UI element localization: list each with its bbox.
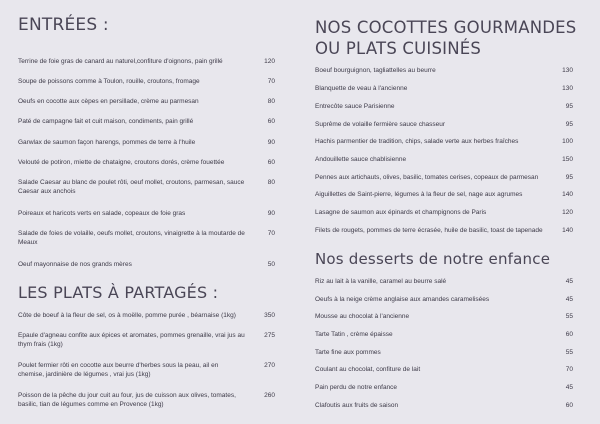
- menu-item: [18, 311, 275, 320]
- item-price: 95: [565, 103, 573, 110]
- item-name: Tarte fine aux pommes: [315, 349, 381, 356]
- item-price: 60: [565, 331, 573, 338]
- menu-item: [315, 102, 573, 111]
- item-price: 80: [267, 98, 275, 105]
- menu-item: [18, 361, 275, 379]
- item-price: 95: [565, 174, 573, 181]
- menu-item: [18, 391, 275, 409]
- item-name: Pennes aux artichauts, olives, basilic, tomates cerises, copeaux de parmesan: [315, 174, 539, 181]
- item-price: 60: [267, 159, 275, 166]
- menu-item: [315, 383, 573, 392]
- item-name: Suprême de volaille fermière sauce chasseur: [315, 121, 446, 128]
- item-name: Lasagne de saumon aux épinards et champignons de Paris: [315, 209, 487, 216]
- item-name: Salade Caesar au blanc de poulet rôti, oeuf mollet, croutons, parmesan, sauce Caesar aux anchois: [18, 179, 245, 195]
- menu-item: [18, 260, 275, 269]
- menu-item: [18, 331, 275, 349]
- cocottes-heading: [315, 17, 576, 59]
- item-price: 140: [562, 191, 573, 198]
- item-name: Oeufs à la neige crème anglaise aux amandes caramelisées: [315, 296, 490, 303]
- menu-item: [315, 208, 573, 217]
- menu-item: [315, 348, 573, 357]
- item-name: Coulant au chocolat, confiture de lait: [315, 366, 421, 373]
- menu-item: [18, 57, 275, 66]
- cocottes-heading-line2: OU PLATS CUISINÉS: [315, 39, 482, 58]
- item-name: Andouillette sauce chablisienne: [315, 156, 407, 163]
- item-name: Paté de campagne fait et cuit maison, condiments, pain grillé: [18, 118, 194, 125]
- item-price: 150: [562, 156, 573, 163]
- item-name: Mousse au chocolat à l'ancienne: [315, 313, 410, 320]
- menu-item: [315, 226, 573, 235]
- menu-item: [315, 84, 573, 93]
- item-name: Clafoutis aux fruits de saison: [315, 402, 399, 409]
- item-name: Epaule d'agneau confite aux épices et aromates, pommes grenaille, vrai jus au thym frais (1kg): [18, 332, 245, 348]
- cocottes-heading-line1: NOS COCOTTES GOURMANDES: [315, 18, 577, 37]
- menu-item: [315, 173, 573, 182]
- item-price: 140: [562, 227, 573, 234]
- menu-item: [315, 190, 573, 199]
- item-price: 50: [267, 261, 275, 268]
- menu-item: [18, 209, 275, 218]
- item-name: Boeuf bourguignon, tagliattelles au beurre: [315, 67, 436, 74]
- menu-item: [315, 155, 573, 164]
- item-name: Entrecôte sauce Parisienne: [315, 103, 395, 110]
- item-price: 130: [562, 67, 573, 74]
- item-name: Poisson de la pêche du jour cuit au four, jus de cuisson aux olives, tomates, basilic, tian de légumes comme en Provence (1kg): [18, 392, 236, 408]
- item-price: 90: [267, 139, 275, 146]
- menu-item: [315, 137, 573, 146]
- item-price: 95: [565, 121, 573, 128]
- item-name: Salade de foies de volaille, oeufs mollet, croutons, vinaigrette à la moutarde de Meaux: [18, 230, 245, 246]
- item-price: 90: [267, 210, 275, 217]
- item-price: 45: [565, 384, 573, 391]
- desserts-heading: Nos desserts de notre enfance: [315, 250, 551, 268]
- item-name: Tarte Tatin , crème épaisse: [315, 331, 393, 338]
- menu-item: [315, 277, 573, 286]
- plats-heading: LES PLATS À PARTAGÉS :: [18, 283, 219, 302]
- item-name: Poulet fermier rôti en cocotte aux beurre d'herbes sous la peau, ail en chemise, jardinière de légumes , vrai jus (1kg): [18, 362, 219, 378]
- item-price: 260: [264, 392, 275, 399]
- item-name: Pain perdu de notre enfance: [315, 384, 398, 391]
- menu-item: [315, 401, 573, 410]
- item-price: 70: [565, 366, 573, 373]
- menu-item: [18, 138, 275, 147]
- item-price: 55: [565, 349, 573, 356]
- item-name: Hachis parmentier de tradition, chips, salade verte aux herbes fraîches: [315, 138, 519, 145]
- menu-item: [18, 229, 275, 247]
- menu-item: [315, 365, 573, 374]
- menu-item: [18, 117, 275, 126]
- item-name: Blanquette de veau à l'ancienne: [315, 85, 408, 92]
- item-price: 60: [565, 402, 573, 409]
- item-name: Oeufs en cocotte aux cèpes en persillade, crème au parmesan: [18, 98, 199, 105]
- entrees-heading: ENTRÉES :: [18, 15, 109, 35]
- item-name: Garwlax de saumon façon harengs, pommes de terre à l'huile: [18, 139, 196, 146]
- item-name: Terrine de foie gras de canard au naturel,confiture d'oignons, pain grillé: [18, 58, 223, 65]
- item-name: Riz au lait à la vanille, caramel au beurre salé: [315, 278, 447, 285]
- item-name: Soupe de poissons comme à Toulon, rouille, croutons, fromage: [18, 78, 200, 85]
- item-name: Côte de boeuf à la fleur de sel, os à moëlle, pomme purée , béarnaise (1kg): [18, 312, 236, 319]
- menu-item: [315, 312, 573, 321]
- item-name: Poireaux et haricots verts en salade, copeaux de foie gras: [18, 210, 186, 217]
- item-price: 80: [267, 179, 275, 186]
- menu-item: [315, 330, 573, 339]
- item-price: 120: [562, 209, 573, 216]
- item-name: Velouté de potiron, miette de chataigne, croutons dorés, crème fouettée: [18, 159, 225, 166]
- menu-item: [18, 178, 275, 196]
- menu-item: [18, 158, 275, 167]
- item-price: 70: [267, 78, 275, 85]
- menu-item: [18, 97, 275, 106]
- menu-item: [18, 77, 275, 86]
- menu-item: [315, 295, 573, 304]
- item-price: 55: [565, 313, 573, 320]
- item-price: 60: [267, 118, 275, 125]
- item-name: Aiguillettes de Saint-pierre, légumes à la fleur de sel, nage aux agrumes: [315, 191, 523, 198]
- item-price: 120: [264, 58, 275, 65]
- item-name: Filets de rougets, pommes de terre écrasée, huile de basilic, toast de tapenade: [315, 227, 543, 234]
- item-price: 100: [562, 138, 573, 145]
- item-price: 45: [565, 296, 573, 303]
- item-price: 270: [264, 362, 275, 369]
- menu-item: [315, 66, 573, 75]
- item-name: Oeuf mayonnaise de nos grands mères: [18, 261, 132, 268]
- item-price: 130: [562, 85, 573, 92]
- menu-item: [315, 120, 573, 129]
- item-price: 45: [565, 278, 573, 285]
- item-price: 350: [264, 312, 275, 319]
- item-price: 70: [267, 230, 275, 237]
- item-price: 275: [264, 332, 275, 339]
